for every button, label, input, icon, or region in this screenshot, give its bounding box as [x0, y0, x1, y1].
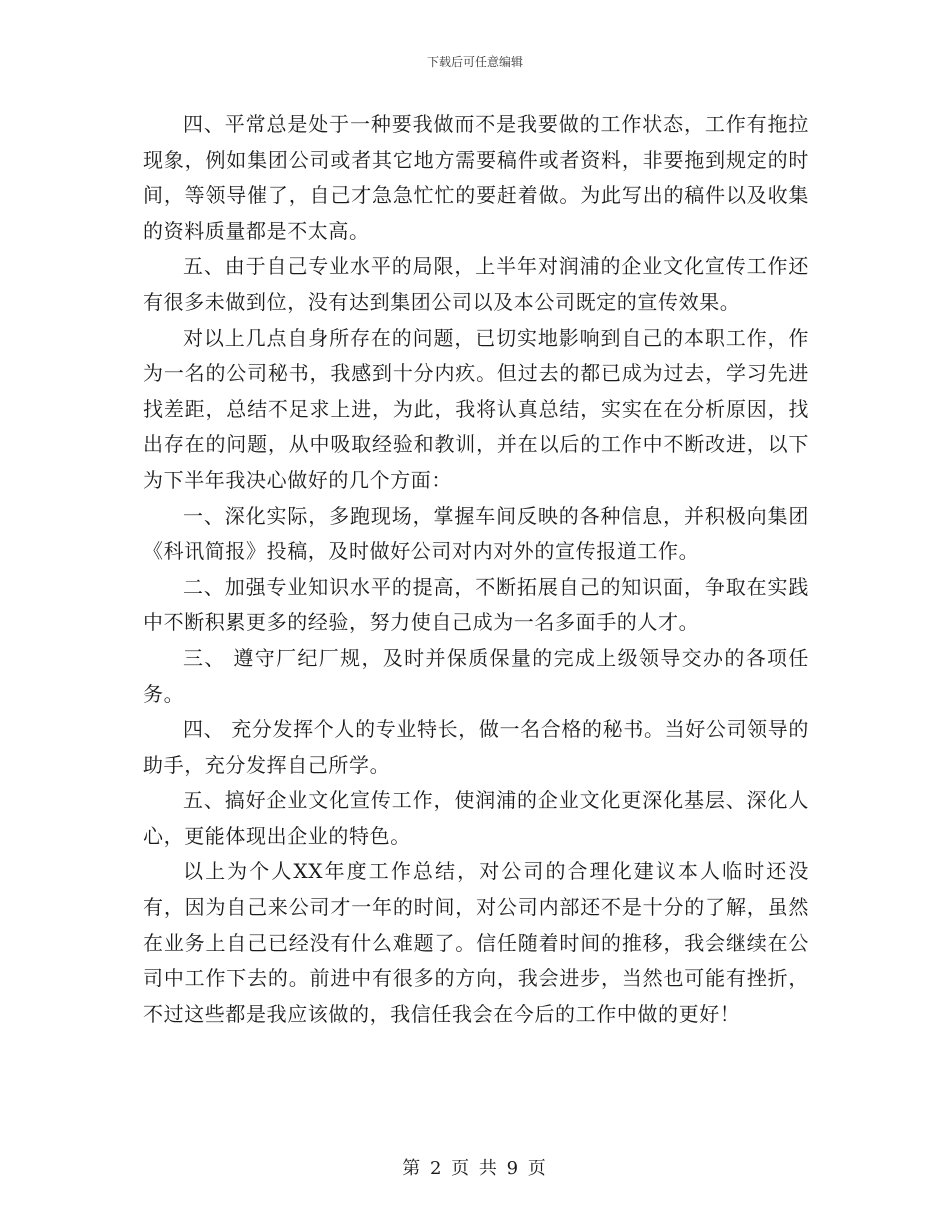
- paragraph-plan-3: 三、 遵守厂纪厂规，及时并保质保量的完成上级领导交办的各项任务。: [143, 645, 809, 706]
- paragraph-plan-2: 二、加强专业知识水平的提高，不断拓展自己的知识面，争取在实践中不断积累更多的经验，努力使自己成为一名多面手的人才。: [143, 574, 809, 635]
- paragraph-conclusion: 以上为个人XX年度工作总结，对公司的合理化建议本人临时还没有，因为自己来公司才一年的时间，对公司内部还不是十分的了解，虽然在业务上自己已经没有什么难题了。信任随着时间的推移，我会继续在公司中工作下去的。前进中有很多的方向，我会进步，当然也可能有挫折，不过这些都是我应该做的，我信任我会在今后的工作中做的更好！: [143, 859, 809, 1026]
- paragraph-plan-4: 四、 充分发挥个人的专业特长，做一名合格的秘书。当好公司领导的助手，充分发挥自己所学。: [143, 717, 809, 777]
- document-body: [143, 107, 809, 1032]
- paragraph-plan-1: 一、深化实际，多跑现场，掌握车间反映的各种信息，并积极向集团《科讯简报》投稿，及时做好公司对内对外的宣传报道工作。: [143, 503, 809, 564]
- page-number-footer: 第 2 页 共 9 页: [402, 1158, 548, 1179]
- paragraph-shortcoming-4: 四、平常总是处于一种要我做而不是我要做的工作状态，工作有拖拉现象，例如集团公司或者其它地方需要稿件或者资料，非要拖到规定的时间，等领导催了，自己才急急忙忙的要赶着做。为此写出的稿件以及收集的资料质量都是不太高。: [143, 112, 809, 243]
- paragraph-shortcoming-5: 五、由于自己专业水平的局限，上半年对润浦的企业文化宣传工作还有很多未做到位，没有达到集团公司以及本公司既定的宣传效果。: [143, 254, 809, 314]
- page-header: 下载后可任意编辑: [426, 55, 523, 69]
- paragraph-plan-5: 五、搞好企业文化宣传工作，使润浦的企业文化更深化基层、深化人心，更能体现出企业的特色。: [143, 788, 809, 848]
- paragraph-reflection: 对以上几点自身所存在的问题，已切实地影响到自己的本职工作，作为一名的公司秘书，我感到十分内疚。但过去的都已成为过去，学习先进找差距，总结不足求上进，为此，我将认真总结，实实在在分析原因，找出存在的问题，从中吸取经验和教训，并在以后的工作中不断改进，以下为下半年我决心做好的几个方面：: [143, 325, 809, 492]
